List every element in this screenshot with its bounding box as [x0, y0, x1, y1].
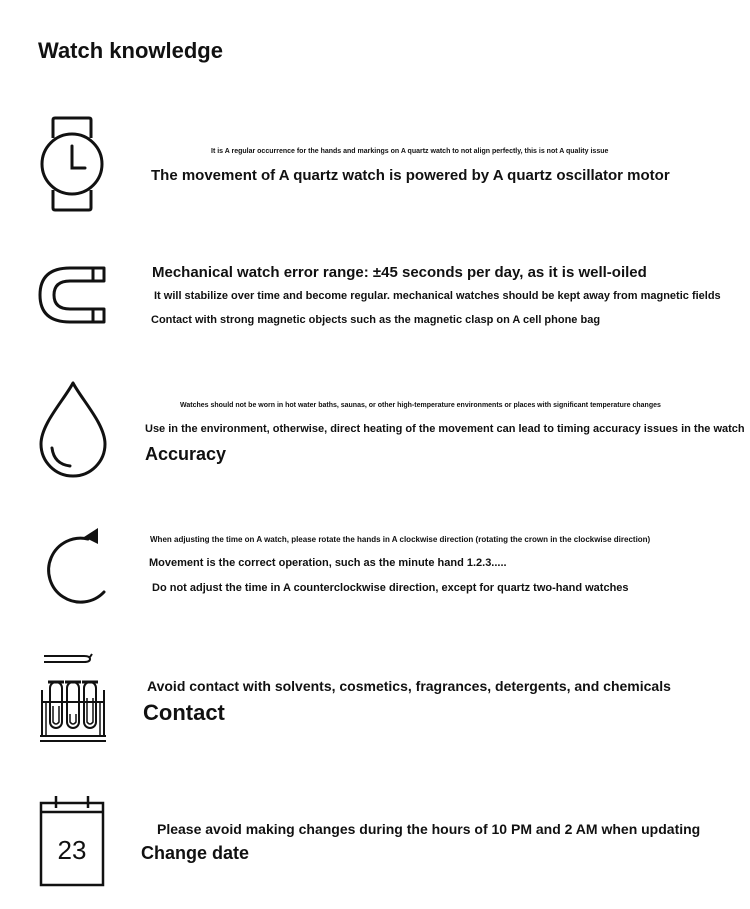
watch-heading: The movement of A quartz watch is powered by A quartz oscillator motor	[151, 167, 670, 184]
page-title: Watch knowledge	[38, 38, 223, 63]
water-drop-icon	[38, 380, 108, 478]
rotate-note: When adjusting the time on A watch, please rotate the hands in A clockwise direction (rotating the crown in the clockwise direction)	[150, 535, 651, 544]
watch-note: It is A regular occurrence for the hands and markings on A quartz watch to not align perfectly, this is not A quality issue	[211, 148, 609, 155]
calendar-day: 23	[57, 835, 87, 865]
rotate-line-1: Movement is the correct operation, such as the minute hand 1.2.3.....	[149, 557, 507, 569]
water-heading: Accuracy	[145, 444, 227, 464]
test-tubes-icon	[38, 652, 110, 744]
magnet-line-1: It will stabilize over time and become regular. mechanical watches should be kept away from magnetic fields	[154, 290, 721, 302]
water-line: Use in the environment, otherwise, direct heating of the movement can lead to timing accuracy issues in the watch	[145, 423, 745, 435]
magnet-heading: Mechanical watch error range: ±45 seconds per day, as it is well-oiled	[152, 264, 647, 281]
rotate-line-2: Do not adjust the time in A counterclockwise direction, except for quartz two-hand watches	[152, 582, 629, 594]
date-line: Please avoid making changes during the hours of 10 PM and 2 AM when updating	[157, 821, 701, 837]
water-note: Watches should not be worn in hot water baths, saunas, or other high-temperature environments or places with significant temperature changes	[180, 402, 661, 409]
magnet-icon	[38, 266, 106, 324]
date-heading: Change date	[141, 843, 250, 863]
calendar-icon	[38, 794, 106, 888]
chemicals-heading: Contact	[143, 700, 225, 725]
magnet-line-2: Contact with strong magnetic objects such as the magnetic clasp on A cell phone bag	[151, 314, 601, 326]
clockwise-arrow-icon	[38, 526, 110, 606]
watch-icon	[38, 116, 106, 212]
chemicals-line: Avoid contact with solvents, cosmetics, fragrances, detergents, and chemicals	[147, 678, 671, 694]
